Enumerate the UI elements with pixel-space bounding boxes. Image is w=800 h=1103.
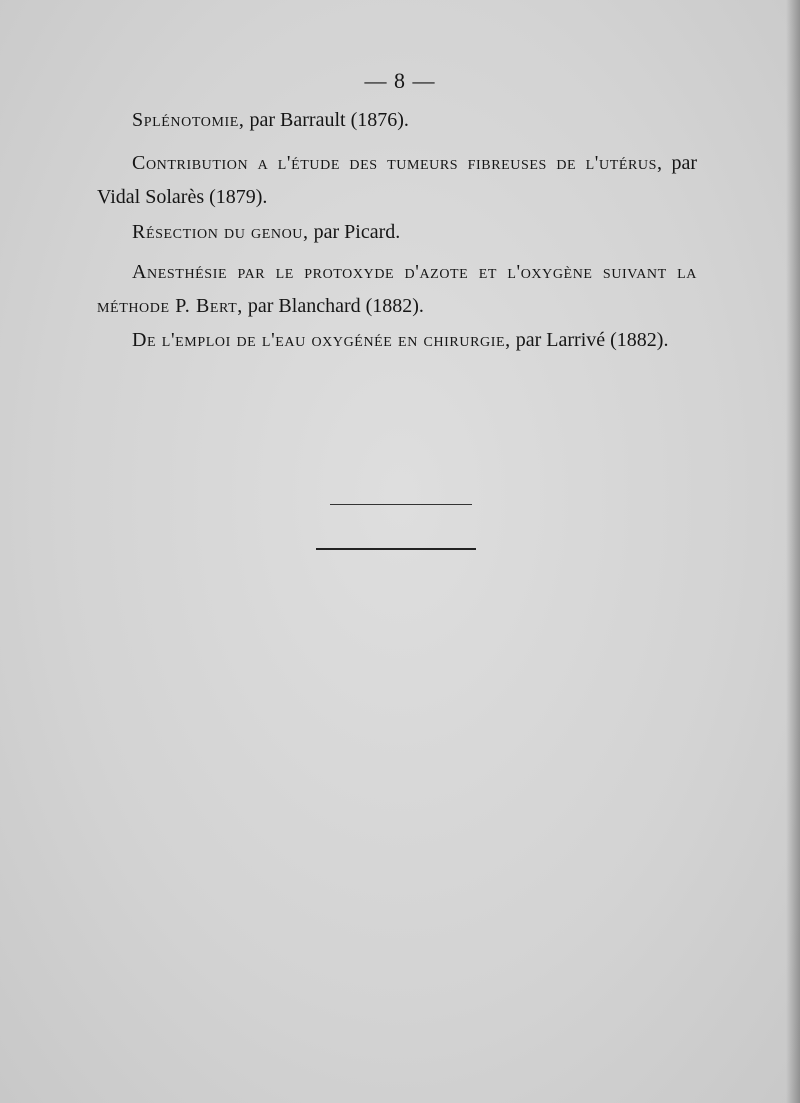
page-edge-shadow (786, 0, 800, 1103)
entry-author: par Picard. (308, 221, 401, 243)
bibliography-entry (97, 215, 697, 249)
thick-rule-divider (316, 548, 476, 550)
entry-title: Splénotomie, (132, 109, 245, 131)
thin-rule-divider (330, 504, 472, 505)
page-number: — 8 — (364, 68, 436, 93)
entry-author: par Larrivé (1882). (510, 329, 669, 351)
entry-title: Anesthésie par le protoxyde d'azote et l'oxygène suivant la méthode P. Bert, (97, 261, 697, 317)
entry-author: par Barrault (1876). (244, 109, 409, 131)
entry-title: Résection du genou, (132, 221, 309, 243)
bibliography-entry (97, 103, 697, 137)
bibliography-entry (97, 255, 697, 323)
entry-author: par Blanchard (1882). (242, 295, 424, 317)
entry-title: Contribution a l'étude des tumeurs fibreuses de l'utérus, (132, 152, 663, 174)
entry-author: par Vidal Solarès (1879). (97, 152, 698, 208)
bibliography-entry (97, 146, 697, 214)
entry-title: De l'emploi de l'eau oxygénée en chirurgie, (132, 329, 511, 351)
bibliography-entry (97, 323, 697, 357)
